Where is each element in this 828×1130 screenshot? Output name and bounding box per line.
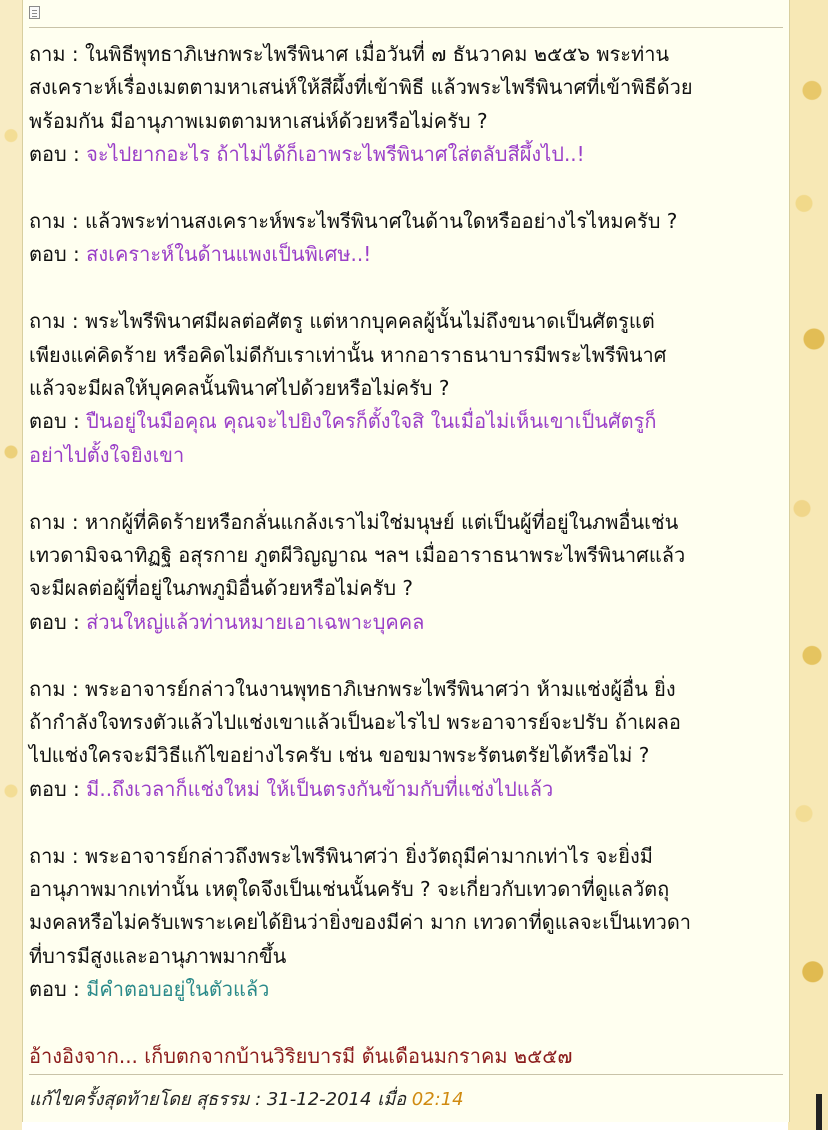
answer-line bbox=[29, 405, 785, 438]
qa-block bbox=[29, 840, 785, 1007]
answer-label: ตอบ : bbox=[29, 242, 87, 267]
post-body bbox=[29, 38, 785, 1074]
answer-text: สงเคราะห์ในด้านแพงเป็นพิเศษ..! bbox=[86, 242, 372, 267]
answer-line bbox=[29, 238, 785, 271]
answer-label: ตอบ : bbox=[29, 142, 87, 167]
post-document-icon bbox=[29, 6, 40, 19]
question-line: ถาม : ในพิธีพุทธาภิเษกพระไพรีพินาศ เมื่อวันที่ ๗ ธันวาคม ๒๕๕๖ พระท่าน bbox=[29, 42, 670, 66]
question-line: ไปแช่งใครจะมีวิธีแก้ไขอย่างไรครับ เช่น ขอขมาพระรัตนตรัยได้หรือไม่ ? bbox=[29, 743, 650, 768]
question-line: ถาม : พระอาจารย์กล่าวถึงพระไพรีพินาศว่า ยิ่งวัตถุมีค่ามากเท่าไร จะยิ่งมี bbox=[29, 843, 653, 868]
edit-note bbox=[29, 1084, 464, 1113]
scrollbar[interactable] bbox=[816, 1094, 822, 1130]
answer-label: ตอบ : bbox=[29, 977, 87, 1002]
post-header-divider bbox=[29, 27, 783, 28]
edit-note-text: แก้ไขครั้งสุดท้ายโดย สุธรรม : 31-12-2014 เมื่อ bbox=[29, 1089, 412, 1110]
page-background-left bbox=[0, 0, 22, 1130]
page-background-right bbox=[788, 0, 828, 1130]
question-line: เทวดามิจฉาทิฏฐิ อสุรกาย ภูตผีวิญญาณ ฯลฯ เมื่ออาราธนาพระไพรีพินาศแล้ว bbox=[29, 543, 686, 568]
question-line: ถ้ากำลังใจทรงตัวแล้วไปแช่งเขาแล้วเป็นอะไรไป พระอาจารย์จะปรับ ถ้าเผลอ bbox=[29, 710, 681, 735]
question-line: อานุภาพมากเท่านั้น เหตุใดจึงเป็นเช่นนั้นครับ ? จะเกี่ยวกับเทวดาที่ดูแลวัตถุ bbox=[29, 877, 670, 902]
qa-block bbox=[29, 38, 785, 172]
question-line: สงเคราะห์เรื่องเมตตามหาเสน่ห์ให้สีผึ้งที่เข้าพิธี แล้วพระไพรีพินาศที่เข้าพิธีด้วย bbox=[29, 75, 693, 100]
question-line: มงคลหรือไม่ครับเพราะเคยได้ยินว่ายิ่งของมีค่า มาก เทวดาที่ดูแลจะเป็นเทวดา bbox=[29, 910, 692, 935]
qa-block bbox=[29, 506, 785, 640]
answer-line bbox=[29, 973, 785, 1006]
forum-post bbox=[22, 0, 790, 1122]
answer-text: ปืนอยู่ในมือคุณ คุณจะไปยิงใครก็ตั้งใจสิ ในเมื่อไม่เห็นเขาเป็นศัตรูก็ bbox=[86, 409, 657, 434]
reference-note: อ้างอิงจาก... เก็บตกจากบ้านวิริยบารมี ต้นเดือนมกราคม ๒๕๕๗ bbox=[29, 1044, 573, 1069]
edit-time: 02:14 bbox=[411, 1089, 464, 1110]
answer-text: ส่วนใหญ่แล้วท่านหมายเอาเฉพาะบุคคล bbox=[86, 609, 425, 634]
answer-label: ตอบ : bbox=[29, 609, 87, 634]
qa-block bbox=[29, 673, 785, 807]
question-line: ถาม : พระไพรีพินาศมีผลต่อศัตรู แต่หากบุคคลผู้นั้นไม่ถึงขนาดเป็นศัตรูแต่ bbox=[29, 309, 655, 334]
qa-block bbox=[29, 205, 785, 272]
answer-line bbox=[29, 606, 785, 639]
question-line: ถาม : แล้วพระท่านสงเคราะห์พระไพรีพินาศในด้านใดหรืออย่างไรไหมครับ ? bbox=[29, 209, 678, 234]
answer-text: มีคำตอบอยู่ในตัวแล้ว bbox=[86, 977, 270, 1002]
answer-label: ตอบ : bbox=[29, 776, 87, 801]
answer-text: จะไปยากอะไร ถ้าไม่ได้ก็เอาพระไพรีพินาศใส่ตลับสีผึ้งไป..! bbox=[86, 142, 585, 167]
question-line: ที่บารมีสูงและอานุภาพมากขึ้น bbox=[29, 943, 287, 968]
qa-block bbox=[29, 305, 785, 472]
question-line: ถาม : หากผู้ที่คิดร้ายหรือกลั่นแกล้งเราไม่ใช่มนุษย์ แต่เป็นผู้ที่อยู่ในภพอื่นเช่น bbox=[29, 509, 679, 534]
post-footer-divider bbox=[29, 1074, 783, 1075]
answer-text: อย่าไปตั้งใจยิงเขา bbox=[29, 442, 185, 467]
answer-text: มี..ถึงเวลาก็แช่งใหม่ ให้เป็นตรงกันข้ามกับที่แช่งไปแล้ว bbox=[86, 776, 554, 801]
question-line: ถาม : พระอาจารย์กล่าวในงานพุทธาภิเษกพระไพรีพินาศว่า ห้ามแช่งผู้อื่น ยิ่ง bbox=[29, 676, 676, 701]
question-line: เพียงแค่คิดร้าย หรือคิดไม่ดีกับเราเท่านั้น หากอาราธนาบารมีพระไพรีพินาศ bbox=[29, 342, 667, 367]
answer-label: ตอบ : bbox=[29, 409, 87, 434]
question-line: แล้วจะมีผลให้บุคคลนั้นพินาศไปด้วยหรือไม่ครับ ? bbox=[29, 376, 450, 401]
question-line: พร้อมกัน มีอานุภาพเมตตามหาเสน่ห์ด้วยหรือไม่ครับ ? bbox=[29, 108, 488, 133]
question-line: จะมีผลต่อผู้ที่อยู่ในภพภูมิอื่นด้วยหรือไม่ครับ ? bbox=[29, 576, 414, 601]
answer-line bbox=[29, 773, 785, 806]
answer-line bbox=[29, 138, 785, 171]
